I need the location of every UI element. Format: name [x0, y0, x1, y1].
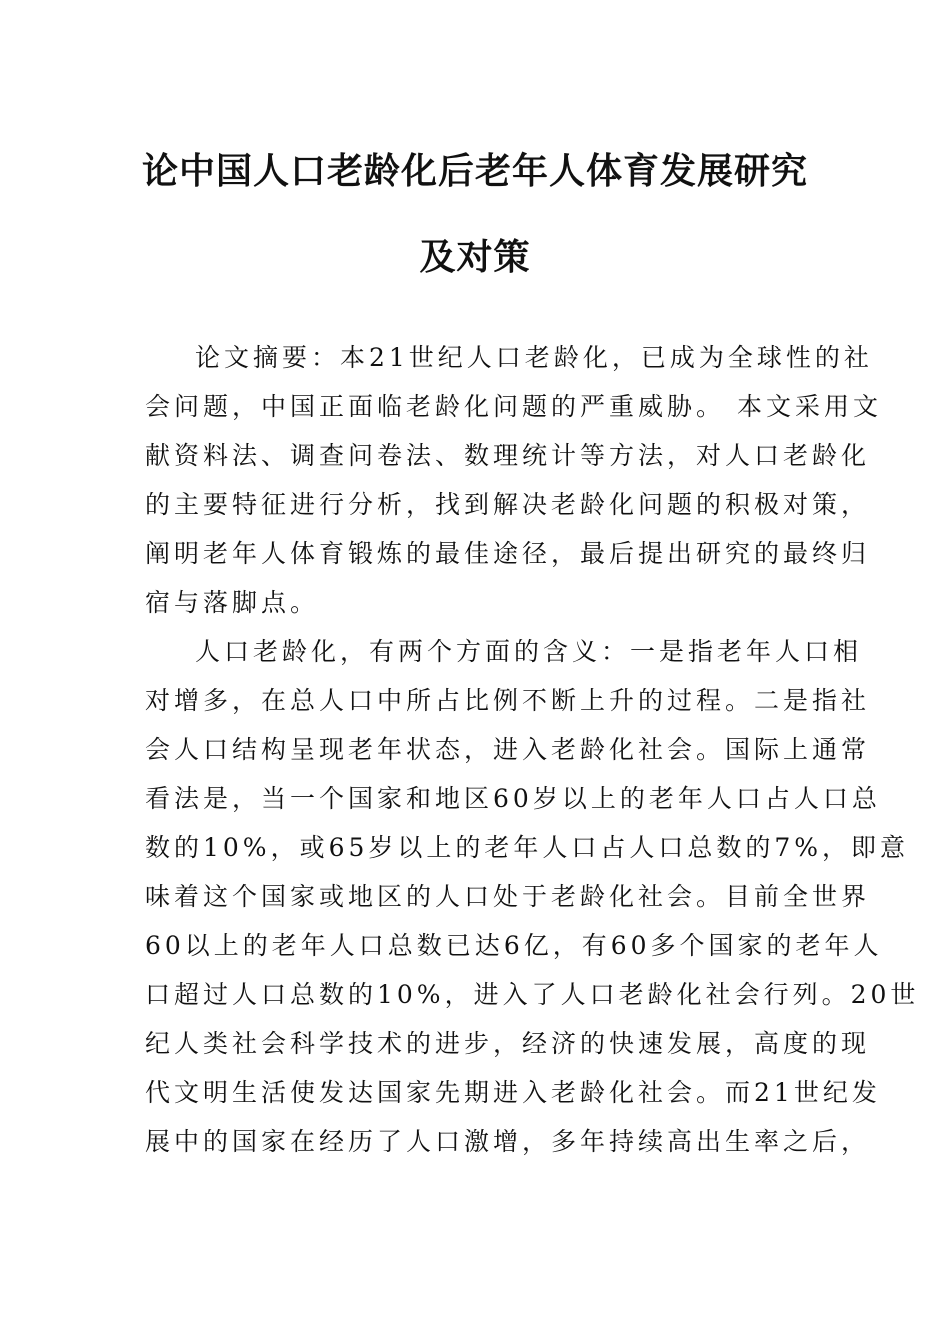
body-line: 看法是，当一个国家和地区60岁以上的老年人口占人口总: [145, 784, 881, 813]
body-line: 味着这个国家或地区的人口处于老龄化社会。目前全世界: [145, 882, 871, 911]
body-line: 人口老龄化，有两个方面的含义：一是指老年人口相: [195, 637, 863, 666]
body-line: 对增多，在总人口中所占比例不断上升的过程。二是指社: [145, 686, 871, 715]
body-line: 会人口结构呈现老年状态，进入老龄化社会。国际上通常: [145, 735, 871, 764]
title-line-2: 及对策: [419, 237, 531, 278]
abstract-line: 论文摘要：本21世纪人口老龄化，已成为全球性的社: [195, 343, 873, 372]
body-line: 纪人类社会科学技术的进步，经济的快速发展，高度的现: [145, 1029, 871, 1058]
body-line: 数的10%，或65岁以上的老年人口占人口总数的7%，即意: [145, 833, 910, 862]
abstract-line: 的主要特征进行分析，找到解决老龄化问题的积极对策，: [145, 490, 871, 519]
abstract-line: 献资料法、调查问卷法、数理统计等方法，对人口老龄化: [145, 441, 871, 470]
body-line: 口超过人口总数的10%，进入了人口老龄化社会行列。20世: [145, 980, 920, 1009]
abstract-line: 会问题，中国正面临老龄化问题的严重威胁。 本文采用文: [145, 392, 882, 421]
abstract-line: 宿与落脚点。: [145, 588, 320, 617]
body-line: 代文明生活使发达国家先期进入老龄化社会。而21世纪发: [145, 1078, 881, 1107]
body-line: 60以上的老年人口总数已达6亿，有60多个国家的老年人: [145, 931, 883, 960]
abstract-line: 阐明老年人体育锻炼的最佳途径，最后提出研究的最终归: [145, 539, 871, 568]
title-line-1: 论中国人口老龄化后老年人体育发展研究: [141, 151, 808, 192]
body-line: 展中的国家在经历了人口激增，多年持续高出生率之后，: [145, 1127, 871, 1156]
